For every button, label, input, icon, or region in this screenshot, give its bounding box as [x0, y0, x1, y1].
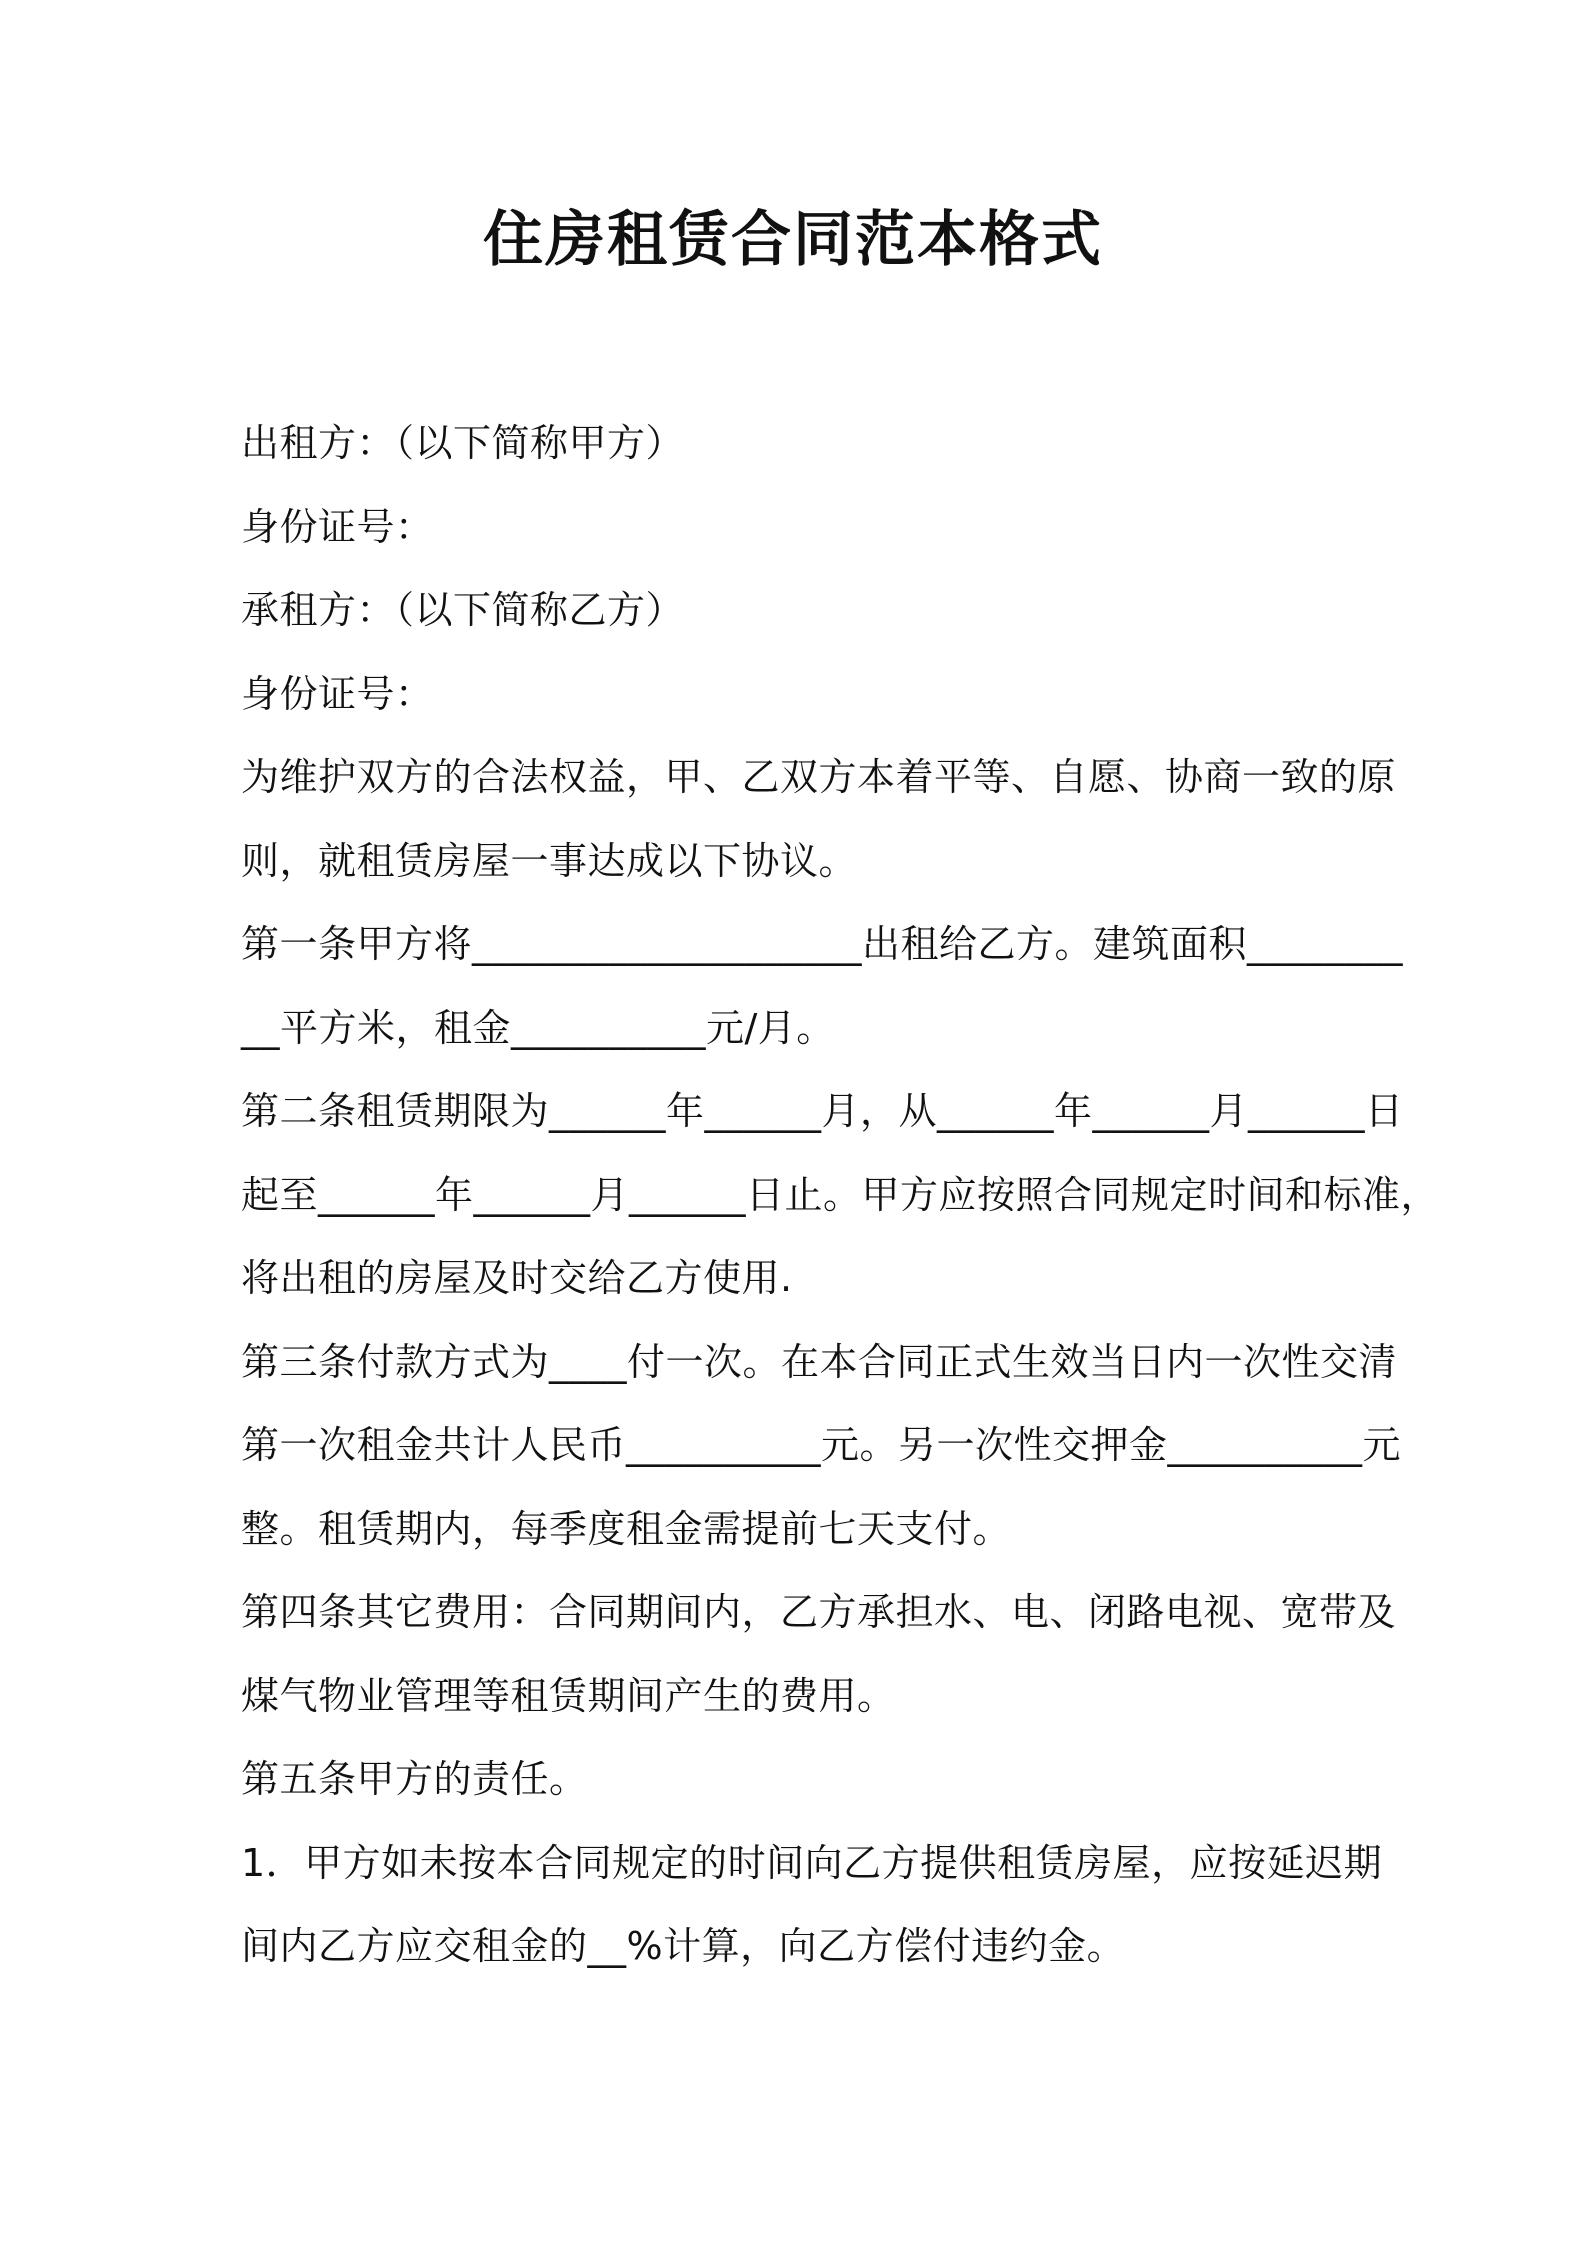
text-line: __平方米，租金__________元/月。: [241, 1005, 835, 1050]
text-line: 第一次租金共计人民币__________元。另一次性交押金__________元: [241, 1423, 1402, 1467]
text-line: 则，就租赁房屋一事达成以下协议。: [241, 838, 858, 883]
text-line: 第四条其它费用：合同期间内，乙方承担水、电、闭路电视、宽带及: [241, 1590, 1397, 1634]
text-line: 煤气物业管理等租赁期间产生的费用。: [241, 1673, 896, 1718]
text-line: 将出租的房屋及时交给乙方使用.: [241, 1256, 793, 1300]
text-line: 间内乙方应交租金的__%计算，向乙方偿付违约金。: [241, 1924, 1126, 1968]
document-body: [241, 402, 1440, 1989]
text-line: 第二条租赁期限为______年______月，从______年______月______日: [241, 1089, 1404, 1133]
text-line: 起至______年______月______日止。甲方应按照合同规定时间和标准，: [241, 1172, 1440, 1217]
text-line: 整。租赁期内，每季度租金需提前七天支付。: [241, 1506, 1012, 1551]
text-line: 第五条甲方的责任。: [241, 1757, 588, 1801]
text-line: 身份证号：: [241, 504, 434, 549]
text-line: 第三条付款方式为____付一次。在本合同正式生效当日内一次性交清: [241, 1339, 1398, 1384]
text-line: 出租方：（以下简称甲方）: [241, 421, 685, 465]
text-line: 为维护双方的合法权益，甲、乙双方本着平等、自愿、协商一致的原: [241, 755, 1397, 799]
text-line: 承租方：（以下简称乙方）: [241, 588, 685, 632]
text-line: 1．甲方如未按本合同规定的时间向乙方提供租赁房屋，应按延迟期: [241, 1840, 1383, 1885]
text-line: 第一条甲方将____________________出租给乙方。建筑面积________: [241, 922, 1404, 966]
text-line: 身份证号：: [241, 671, 434, 716]
document-title: 住房租赁合同范本格式: [483, 205, 1103, 275]
